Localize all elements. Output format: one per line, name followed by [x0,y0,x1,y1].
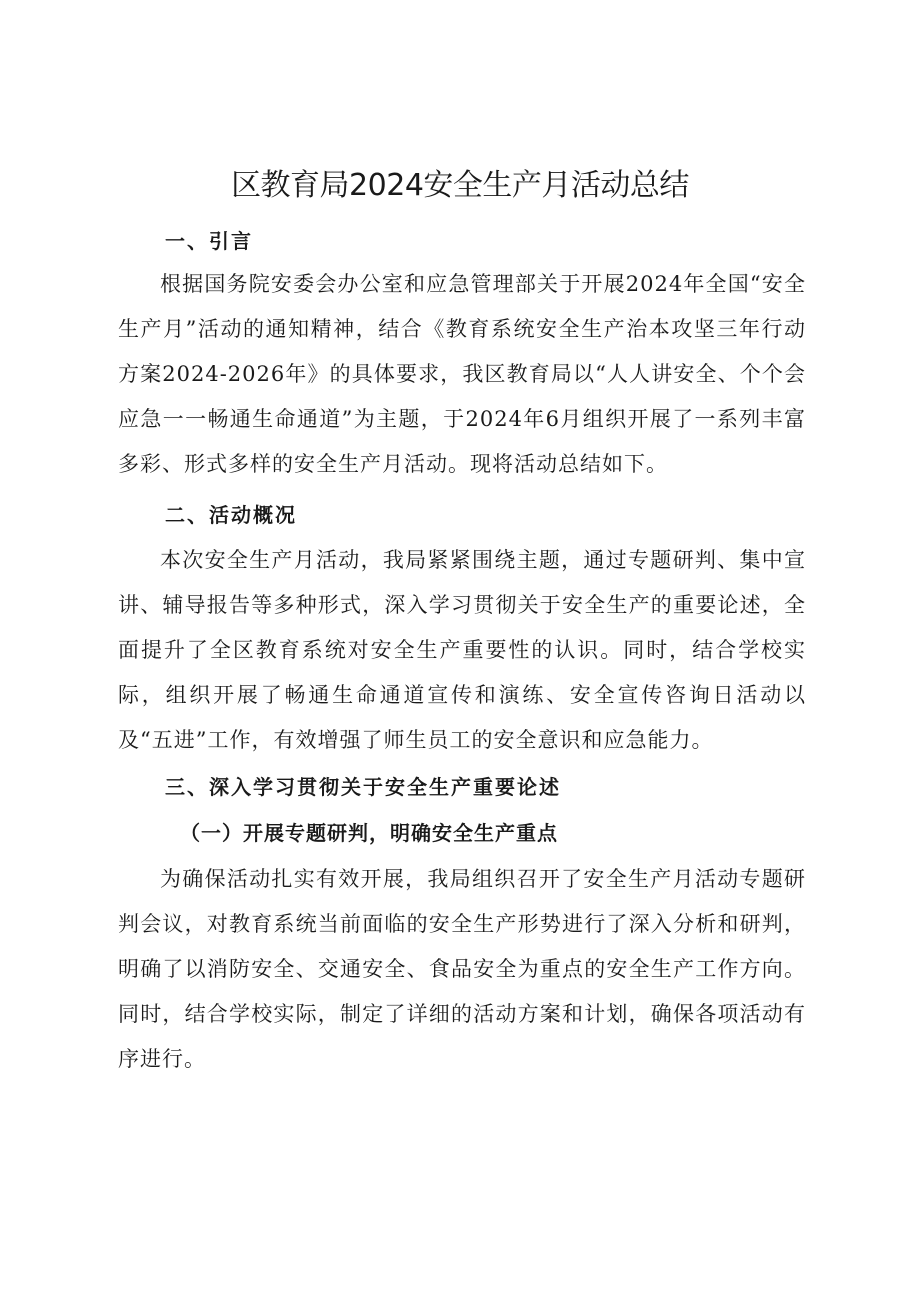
section-paragraph-overview: 本次安全生产月活动，我局紧紧围绕主题，通过专题研判、集中宣讲、辅导报告等多种形式，深入学习贯彻关于安全生产的重要论述，全面提升了全区教育系统对安全生产重要性的认识。同时，结合学校实际，组织开展了畅通生命通道宣传和演练、安全宣传咨询日活动以及“五进”工作，有效增强了师生员工的安全意识和应急能力。 [118,548,806,752]
subsection-heading-research: （一）开展专题研判，明确安全生产重点 [180,821,558,845]
section-heading-introduction: 一、引言 [165,229,253,253]
section-heading-study: 三、深入学习贯彻关于安全生产重要论述 [165,775,561,799]
section-heading-overview: 二、活动概况 [165,503,297,527]
section-paragraph-research: 为确保活动扎实有效开展，我局组织召开了安全生产月活动专题研判会议，对教育系统当前面临的安全生产形势进行了深入分析和研判，明确了以消防安全、交通安全、食品安全为重点的安全生产工作方向。同时，结合学校实际，制定了详细的活动方案和计划，确保各项活动有序进行。 [118,867,806,1071]
section-paragraph-introduction: 根据国务院安委会办公室和应急管理部关于开展2024年全国“安全生产月”活动的通知精神，结合《教育系统安全生产治本攻坚三年行动方案2024-2026年》的具体要求，我区教育局以“人人讲安全、个个会应急一一畅通生命通道”为主题，于2024年6月组织开展了一系列丰富多彩、形式多样的安全生产月活动。现将活动总结如下。 [118,272,806,476]
document-title: 区教育局2024安全生产月活动总结 [231,168,689,203]
